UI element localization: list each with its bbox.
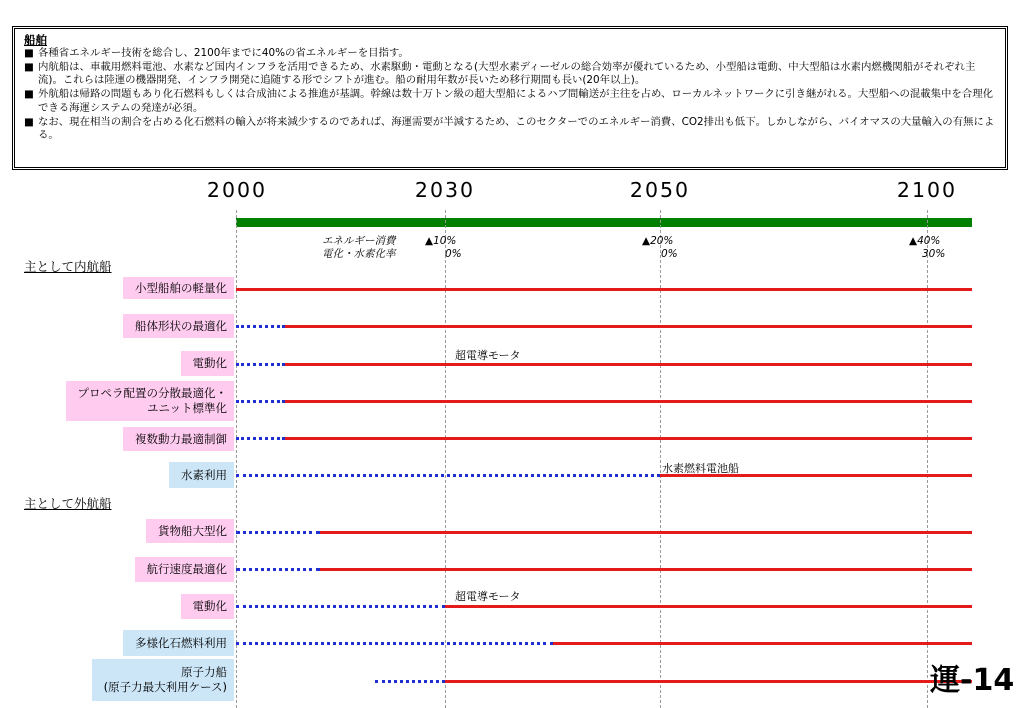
metric-2050 xyxy=(642,235,678,261)
implementation-phase-line xyxy=(285,400,972,403)
gridline-2050 xyxy=(660,210,661,708)
metric-electrification-value: 0% xyxy=(661,248,678,260)
section-heading-ocean: 主として外航船 xyxy=(24,496,112,511)
row-label-speed: 航行速度最適化 xyxy=(135,557,235,582)
annotation-superconducting-motor: 超電導モータ xyxy=(455,349,521,362)
row-label-electrification-ocean: 電動化 xyxy=(181,594,235,619)
row-label-nuclear xyxy=(92,659,234,701)
year-label-2050: 2050 xyxy=(629,178,691,202)
summary-box xyxy=(12,26,1008,170)
row-label-propeller xyxy=(66,381,235,421)
implementation-phase-line xyxy=(285,325,972,328)
implementation-phase-line xyxy=(285,363,972,366)
gridline-2100 xyxy=(927,210,928,708)
summary-bullet-text: 各種省エネルギー技術を総合し、2100年までに40%の省エネルギーを目指す。 xyxy=(38,47,409,59)
metric-row-labels xyxy=(322,235,396,261)
row-label-multi-power: 複数動力最適制御 xyxy=(123,427,234,451)
metric-label-electrification: 電化・水素化率 xyxy=(322,248,396,260)
summary-bullet xyxy=(24,116,995,143)
bullet-mark: ■ xyxy=(24,60,34,73)
metric-electrification-value: 0% xyxy=(445,248,462,260)
metric-energy-value: ▲20% xyxy=(642,235,674,247)
annotation-superconducting-motor: 超電導モータ xyxy=(455,590,521,603)
development-phase-line xyxy=(236,363,285,366)
implementation-phase-line xyxy=(320,531,972,534)
gridline-2030 xyxy=(445,210,446,708)
timeline-bar xyxy=(236,218,972,227)
bullet-mark: ■ xyxy=(24,88,34,101)
metric-energy-value: ▲40% xyxy=(909,235,941,247)
development-phase-line xyxy=(236,531,320,534)
development-phase-line xyxy=(236,605,445,608)
metric-2100 xyxy=(909,235,945,261)
row-label-hull-shape: 船体形状の最適化 xyxy=(123,314,234,338)
year-label-2000: 2000 xyxy=(206,178,268,202)
year-label-2100: 2100 xyxy=(896,178,958,202)
summary-bullet-text: なお、現在相当の割合を占める化石燃料の輸入が将来減少するのであれば、海運需要が半減するため、このセクターでのエネルギー消費、CO2排出も低下。しかしながら、バイオマスの大量輸入の有無による。 xyxy=(38,115,995,142)
row-label-electrification: 電動化 xyxy=(181,351,235,376)
row-label-line: プロペラ配置の分散最適化・ xyxy=(77,386,227,400)
gridline-2000 xyxy=(236,210,237,708)
bullet-mark: ■ xyxy=(24,47,34,59)
row-label-lightweight: 小型船舶の軽量化 xyxy=(123,277,234,299)
development-phase-line xyxy=(236,400,285,403)
summary-bullet-text: 内航船は、車載用燃料電池、水素など国内インフラを活用できるため、水素駆動・電動となる(大型水素ディーゼルの総合効率が優れているため、小型船は電動、中大型船は水素内燃機関船がそれぞれ主流)。これらは陸運の機器開発、インフラ開発に追随する形でシフトが進む。船の耐用年数が長いため移行期間も長い(20年以上)。 xyxy=(38,60,976,87)
summary-bullet-text: 外航船は帰路の問題もあり化石燃料もしくは合成油による推進が基調。幹線は数十万トン級の超大型船によるハブ間輸送が主往を占め、ローカルネットワークに引き継がれる。大型船への混載集中を合理化できる海運システムの発達が必須。 xyxy=(38,88,993,114)
annotation-fuel-cell-ship: 水素燃料電池船 xyxy=(662,462,739,475)
implementation-phase-line xyxy=(445,680,972,683)
row-label-line: ユニット標準化 xyxy=(146,401,227,415)
metric-energy-value: ▲10% xyxy=(425,235,457,247)
development-phase-line xyxy=(236,437,285,440)
implementation-phase-line xyxy=(445,605,972,608)
row-label-larger-cargo: 貨物船大型化 xyxy=(146,519,234,543)
summary-bullet xyxy=(24,88,995,115)
summary-bullet xyxy=(24,61,995,88)
development-phase-line xyxy=(236,474,660,477)
summary-title: 船舶 xyxy=(24,33,47,47)
year-label-2030: 2030 xyxy=(414,178,476,202)
development-phase-line xyxy=(236,568,320,571)
development-phase-line xyxy=(236,642,553,645)
year-axis xyxy=(0,178,1023,206)
row-label-hydrogen: 水素利用 xyxy=(169,462,234,488)
implementation-phase-line xyxy=(320,568,972,571)
implementation-phase-line xyxy=(236,288,972,291)
implementation-phase-line xyxy=(553,642,973,645)
development-phase-line xyxy=(236,325,285,328)
section-heading-domestic: 主として内航船 xyxy=(24,259,112,274)
page-number: 運-14 xyxy=(930,663,1015,698)
row-label-line: (原子力最大利用ケース) xyxy=(103,680,227,694)
summary-bullet xyxy=(24,47,995,61)
metric-2030 xyxy=(425,235,462,261)
implementation-phase-line xyxy=(285,437,972,440)
development-phase-line xyxy=(375,680,445,683)
row-label-line: 原子力船 xyxy=(181,665,227,679)
metric-label-energy: エネルギー消費 xyxy=(322,235,396,247)
metric-electrification-value: 30% xyxy=(922,248,946,260)
row-label-fossil-fuel: 多様化石燃料利用 xyxy=(123,630,234,656)
bullet-mark: ■ xyxy=(24,115,34,128)
